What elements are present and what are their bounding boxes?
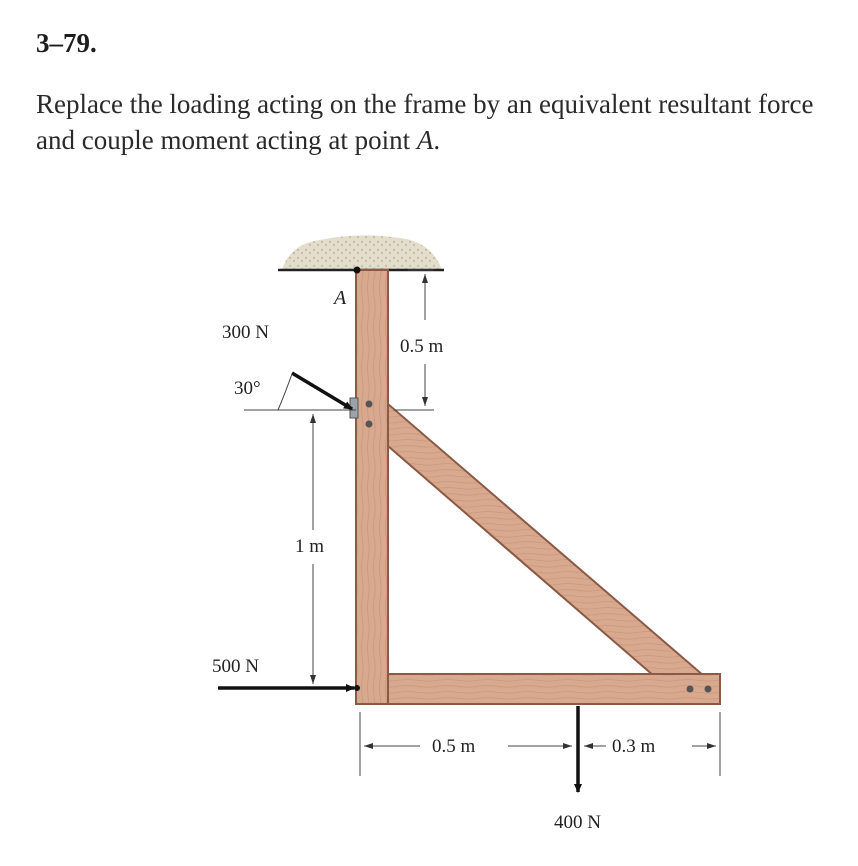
force-300-label: 300 N xyxy=(222,322,269,343)
problem-text-after: . xyxy=(433,125,441,155)
dim-top-label: 0.5 m xyxy=(400,336,444,357)
problem-point: A xyxy=(416,125,434,155)
problem-number: 3–79. xyxy=(36,28,97,58)
force-500-point xyxy=(354,685,360,691)
dim-bottom-right-label: 0.3 m xyxy=(612,736,656,757)
bolt xyxy=(705,686,712,693)
problem-text-before: Replace the loading acting on the frame by an equivalent resultant force and couple moment acting at point xyxy=(36,89,814,155)
bolt xyxy=(366,421,373,428)
force-300-arrow xyxy=(292,373,352,409)
diagonal-member xyxy=(388,404,704,676)
point-a-dot xyxy=(354,267,361,274)
dim-left-label: 1 m xyxy=(295,536,325,557)
horizontal-member xyxy=(388,674,720,704)
bolt xyxy=(687,686,694,693)
dim-bottom-left-label: 0.5 m xyxy=(432,736,476,757)
point-a-label: A xyxy=(334,287,347,309)
angle-label: 30° xyxy=(234,378,261,399)
angle-arc xyxy=(278,374,292,410)
ground-support xyxy=(282,235,442,270)
bolt xyxy=(366,401,373,408)
force-400-label: 400 N xyxy=(554,812,601,833)
force-500-label: 500 N xyxy=(212,656,259,677)
vertical-member xyxy=(356,270,388,704)
